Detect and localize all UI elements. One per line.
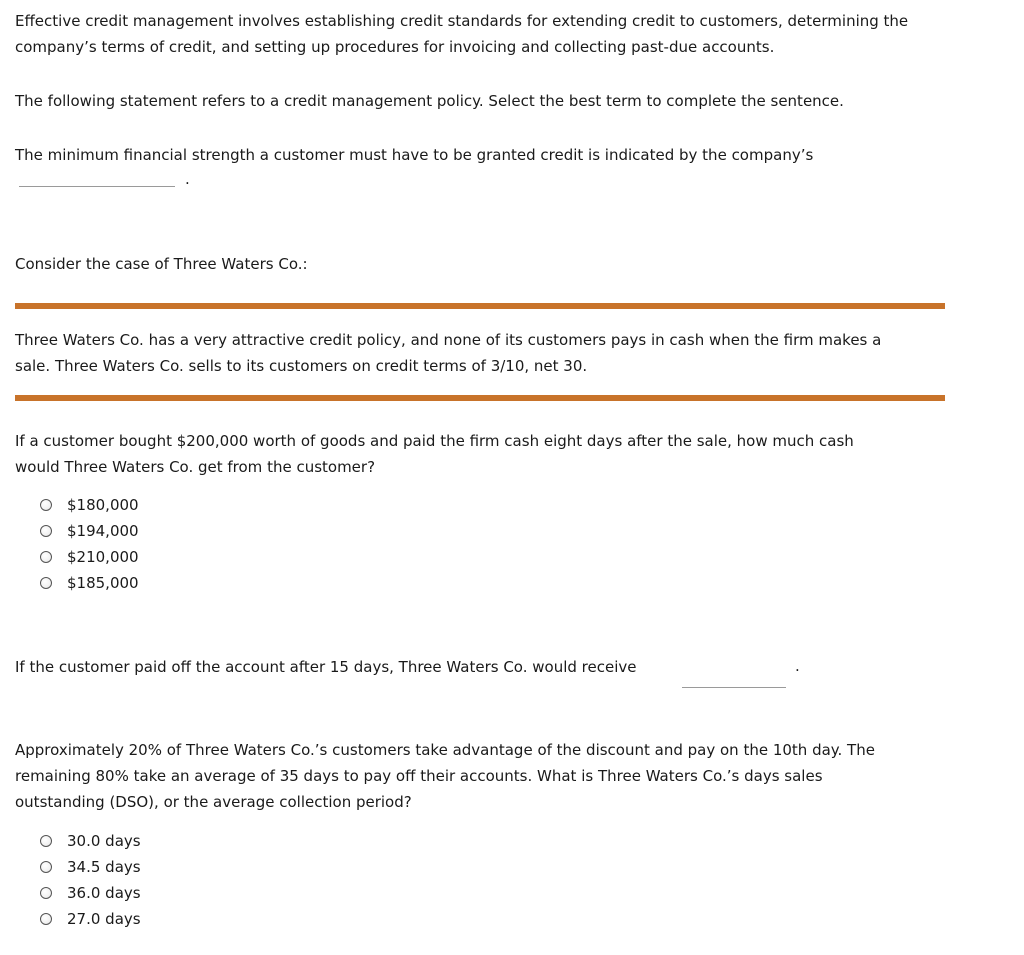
divider-bottom <box>15 395 945 401</box>
question-1-option-1[interactable] <box>40 492 139 518</box>
radio-button[interactable] <box>40 835 52 847</box>
radio-button[interactable] <box>40 499 52 511</box>
question-3-line-1: Approximately 20% of Three Waters Co.’s customers take advantage of the discount and pay on the 10th day. The <box>15 741 875 759</box>
question-2-period: . <box>795 657 800 675</box>
question-1-options <box>40 492 139 596</box>
radio-button[interactable] <box>40 525 52 537</box>
option-label: 36.0 days <box>67 884 141 902</box>
statement-blank-dropdown[interactable] <box>19 176 175 194</box>
question-3-line-3: outstanding (DSO), or the average collection period? <box>15 793 412 811</box>
statement-line: The minimum financial strength a customer must have to be granted credit is indicated by the company’s <box>15 146 814 164</box>
divider-top <box>15 303 945 309</box>
case-label-text: Consider the case of Three Waters Co.: <box>15 255 308 273</box>
question-1-option-2[interactable] <box>40 518 139 544</box>
case-line-2: sale. Three Waters Co. sells to its customers on credit terms of 3/10, net 30. <box>15 357 588 375</box>
option-label: 34.5 days <box>67 858 141 876</box>
question-2-blank-dropdown[interactable] <box>682 677 786 695</box>
option-label: 27.0 days <box>67 910 141 928</box>
radio-button[interactable] <box>40 551 52 563</box>
question-2-blank-line[interactable] <box>682 686 786 688</box>
radio-button[interactable] <box>40 861 52 873</box>
question-1-line-2: would Three Waters Co. get from the customer? <box>15 458 376 476</box>
question-3-option-4[interactable] <box>40 906 141 932</box>
option-label: $210,000 <box>67 548 139 566</box>
intro-line-1: Effective credit management involves establishing credit standards for extending credit to customers, determining the <box>15 12 909 30</box>
radio-button[interactable] <box>40 887 52 899</box>
question-3-option-1[interactable] <box>40 828 141 854</box>
option-label: $180,000 <box>67 496 139 514</box>
case-line-1: Three Waters Co. has a very attractive credit policy, and none of its customers pays in cash when the firm makes a <box>15 331 882 349</box>
question-3-option-3[interactable] <box>40 880 141 906</box>
option-label: $185,000 <box>67 574 139 592</box>
statement-blank-line[interactable] <box>19 185 175 187</box>
statement-paragraph <box>15 142 813 168</box>
question-2-line: If the customer paid off the account after 15 days, Three Waters Co. would receive <box>15 658 637 676</box>
option-label: 30.0 days <box>67 832 141 850</box>
question-3-line-2: remaining 80% take an average of 35 days to pay off their accounts. What is Three Waters Co.’s days sales <box>15 767 823 785</box>
question-1-text <box>15 428 854 480</box>
radio-button[interactable] <box>40 913 52 925</box>
question-2-text <box>15 654 636 680</box>
instruction-text <box>15 88 844 114</box>
case-label <box>15 251 308 277</box>
question-3-option-2[interactable] <box>40 854 141 880</box>
intro-paragraph <box>15 8 908 60</box>
question-1-option-4[interactable] <box>40 570 139 596</box>
instruction-line: The following statement refers to a credit management policy. Select the best term to complete the sentence. <box>15 92 844 110</box>
option-label: $194,000 <box>67 522 139 540</box>
question-3-options <box>40 828 141 932</box>
intro-line-2: company’s terms of credit, and setting up procedures for invoicing and collecting past-due accounts. <box>15 38 775 56</box>
radio-button[interactable] <box>40 577 52 589</box>
question-3-text <box>15 737 875 815</box>
statement-period: . <box>185 170 190 188</box>
case-description <box>15 327 881 379</box>
question-1-line-1: If a customer bought $200,000 worth of goods and paid the firm cash eight days after the sale, how much cash <box>15 432 854 450</box>
question-1-option-3[interactable] <box>40 544 139 570</box>
